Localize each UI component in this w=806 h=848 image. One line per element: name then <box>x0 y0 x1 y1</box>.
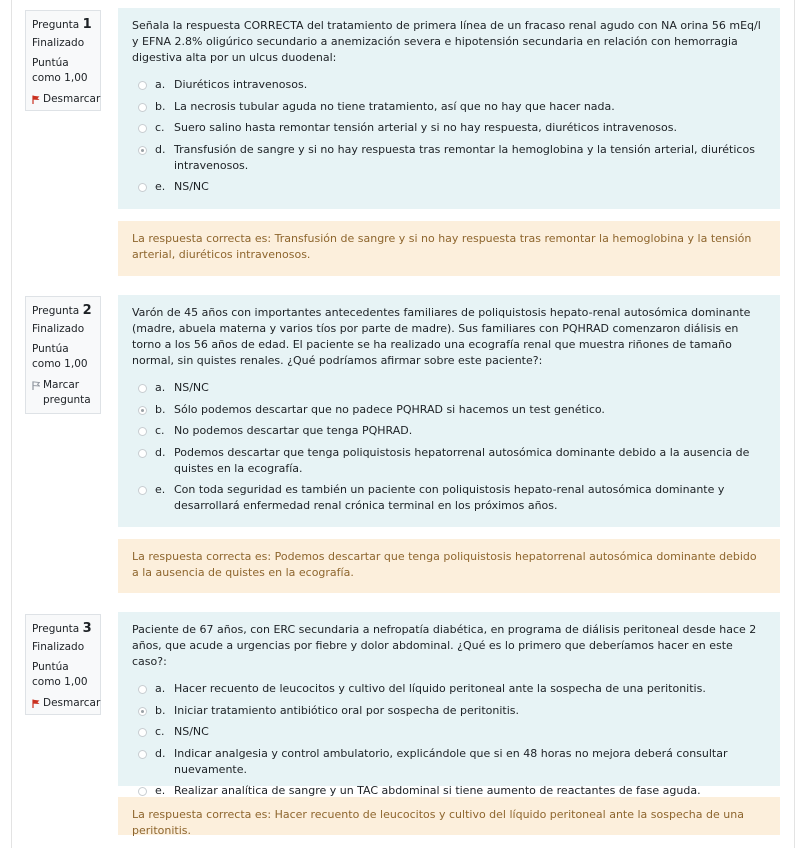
flag-toggle[interactable] <box>32 696 101 711</box>
flag-toggle[interactable] <box>32 378 94 408</box>
answer-option[interactable]: a. NS/NC <box>132 380 766 396</box>
flag-outline-icon <box>32 381 40 390</box>
question-info <box>25 10 101 111</box>
question-info <box>25 296 101 414</box>
answer-option[interactable]: c. NS/NC <box>132 724 766 740</box>
question-number: Pregunta 1 <box>32 17 92 32</box>
answer-option[interactable]: e. Con toda seguridad es también un paciente con poliquistosis hepato-renal autosómica dominante y desarrollará enfermedad renal crónica terminal en los próximos años. <box>132 482 766 514</box>
question-text: Señala la respuesta CORRECTA del tratamiento de primera línea de un fracaso renal agudo con NA orina 56 mEq/l y EFNA 2.8% oligúrico secundario a anemización severa e hipotensión secundaria en relación con hemorragia digestiva alta por un ulcus duodenal: <box>132 19 761 64</box>
question-grade: Puntúa como 1,00 <box>32 57 88 84</box>
radio-button-selected[interactable] <box>138 406 147 415</box>
question-text: Paciente de 67 años, con ERC secundaria a nefropatía diabética, en programa de diálisis peritoneal desde hace 2 años, que acude a urgencias por fiebre y dolor abdominal. ¿Qué es lo primero que deberíamos hacer en este caso?: <box>132 623 757 668</box>
radio-button[interactable] <box>138 685 147 694</box>
correct-answer-feedback: La respuesta correcta es: Hacer recuento de leucocitos y cultivo del líquido peritoneal ante la sospecha de una peritonitis. <box>118 797 780 835</box>
flag-label: Desmarcar <box>43 697 101 709</box>
radio-button-selected[interactable] <box>138 146 147 155</box>
answer-option[interactable]: b. La necrosis tubular aguda no tiene tratamiento, así que no hay que hacer nada. <box>132 99 766 115</box>
correct-answer-feedback: La respuesta correcta es: Transfusión de sangre y si no hay respuesta tras remontar la hemoglobina y la tensión arterial, diuréticos intravenosos. <box>118 221 780 276</box>
question-state: Finalizado <box>32 641 85 653</box>
answer-option[interactable]: a. Diuréticos intravenosos. <box>132 77 766 93</box>
radio-button[interactable] <box>138 103 147 112</box>
answer-option[interactable]: e. NS/NC <box>132 179 766 195</box>
answer-option[interactable]: b. Sólo podemos descartar que no padece PQHRAD si hacemos un test genético. <box>132 402 766 418</box>
radio-button-selected[interactable] <box>138 707 147 716</box>
flag-label: Desmarcar <box>43 93 101 105</box>
flag-icon <box>32 95 40 104</box>
question-formulation <box>118 295 780 527</box>
question-state: Finalizado <box>32 37 85 49</box>
correct-answer-feedback: La respuesta correcta es: Podemos descartar que tenga poliquistosis hepatorrenal autosómica dominante debido a la ausencia de quistes en la ecografía. <box>118 539 780 593</box>
flag-icon <box>32 699 40 708</box>
answer-option[interactable]: b. Iniciar tratamiento antibiótico oral por sospecha de peritonitis. <box>132 703 766 719</box>
question-formulation <box>118 612 780 797</box>
flag-label: Marcar pregunta <box>43 379 91 406</box>
answer-option[interactable]: a. Hacer recuento de leucocitos y cultivo del líquido peritoneal ante la sospecha de una peritonitis. <box>132 681 766 697</box>
question-number: Pregunta 3 <box>32 621 92 636</box>
question-grade: Puntúa como 1,00 <box>32 343 88 370</box>
question-info <box>25 614 101 715</box>
radio-button[interactable] <box>138 787 147 796</box>
radio-button[interactable] <box>138 384 147 393</box>
radio-button[interactable] <box>138 449 147 458</box>
question-grade: Puntúa como 1,00 <box>32 661 88 688</box>
answer-option[interactable]: d. Transfusión de sangre y si no hay respuesta tras remontar la hemoglobina y la tensión arterial, diuréticos intravenosos. <box>132 142 766 174</box>
question-formulation <box>118 8 780 209</box>
radio-button[interactable] <box>138 427 147 436</box>
answer-option[interactable]: e. Realizar analítica de sangre y un TAC abdominal si tiene aumento de reactantes de fase aguda. <box>132 783 766 799</box>
radio-button[interactable] <box>138 486 147 495</box>
radio-button[interactable] <box>138 728 147 737</box>
answer-option[interactable]: d. Podemos descartar que tenga poliquistosis hepatorrenal autosómica dominante debido a la ausencia de quistes en la ecografía. <box>132 445 766 477</box>
question-number: Pregunta 2 <box>32 303 92 318</box>
radio-button[interactable] <box>138 750 147 759</box>
answer-list <box>132 681 766 799</box>
question-state: Finalizado <box>32 323 85 335</box>
answer-option[interactable]: c. Suero salino hasta remontar tensión arterial y si no hay respuesta, diuréticos intravenosos. <box>132 120 766 136</box>
radio-button[interactable] <box>138 81 147 90</box>
answer-list <box>132 77 766 195</box>
answer-list <box>132 380 766 514</box>
answer-option[interactable]: d. Indicar analgesia y control ambulatorio, explicándole que si en 48 horas no mejora deberá consultar nuevamente. <box>132 746 766 778</box>
flag-toggle[interactable] <box>32 92 101 107</box>
radio-button[interactable] <box>138 124 147 133</box>
answer-option[interactable]: c. No podemos descartar que tenga PQHRAD. <box>132 423 766 439</box>
question-text: Varón de 45 años con importantes antecedentes familiares de poliquistosis hepato-renal autosómica dominante (madre, abuela materna y varios tíos por parte de madre). Sus familiares con PQHRAD comenzaron diálisis en torno a los 56 años de edad. El paciente se ha realizado una ecografía renal que muestra riñones de tamaño normal, sin quistes renales. ¿Qué podríamos afirmar sobre este paciente?: <box>132 306 751 367</box>
radio-button[interactable] <box>138 183 147 192</box>
